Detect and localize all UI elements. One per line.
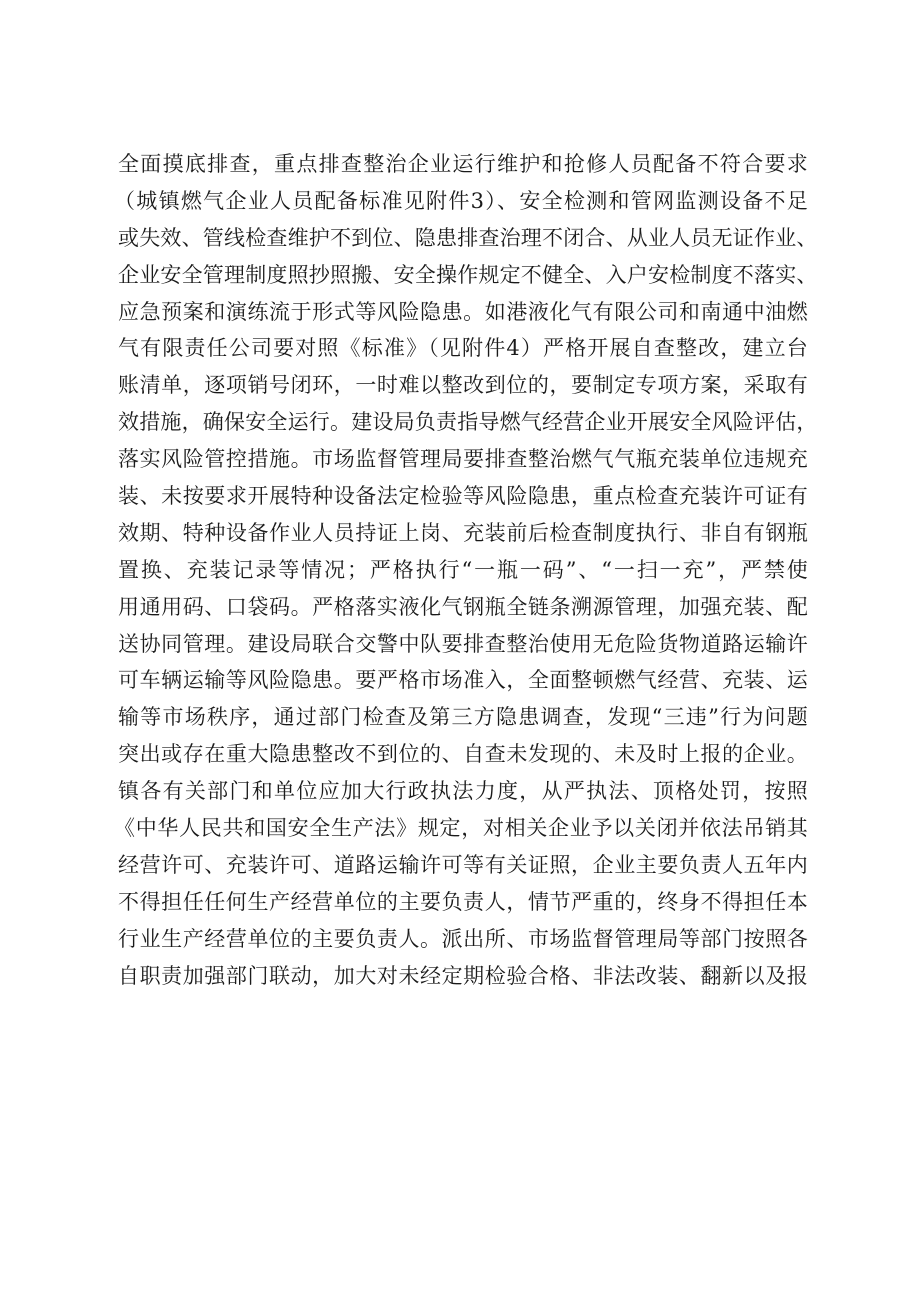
text-line-23: 自职责加强部门联动，加大对未经定期检验合格、非法改装、翻新以及报	[118, 963, 808, 988]
text-line-20: 经营许可、充装许可、道路运输许可等有关证照，企业主要负责人五年内	[118, 852, 808, 877]
text-line-5: 应急预案和演练流于形式等风险隐患。如港液化气有限公司和南通中油燃	[118, 299, 808, 324]
text-line-3: 或失效、管线检查维护不到位、隐患排查治理不闭合、从业人员无证作业、	[118, 225, 818, 250]
text-line-10: 装、未按要求开展特种设备法定检验等风险隐患，重点检查充装许可证有	[118, 484, 808, 509]
text-line-9: 落实风险管控措施。市场监督管理局要排查整治燃气气瓶充装单位违规充	[118, 447, 808, 472]
text-line-17: 突出或存在重大隐患整改不到位的、自查未发现的、未及时上报的企业。	[118, 742, 808, 767]
text-line-16: 输等市场秩序，通过部门检查及第三方隐患调查，发现“三违”行为问题	[118, 705, 808, 730]
text-line-12: 置换、充装记录等情况；严格执行“一瓶一码”、“一扫一充”，严禁使	[118, 557, 808, 582]
text-line-1: 全面摸底排查，重点排查整治企业运行维护和抢修人员配备不符合要求	[118, 152, 808, 176]
body-paragraph	[114, 146, 818, 994]
text-line-14: 送协同管理。建设局联合交警中队要排查整治使用无危险货物道路运输许	[118, 631, 808, 656]
text-line-6: 气有限责任公司要对照《标准》（见附件4）严格开展自查整改，建立台	[118, 336, 808, 361]
text-line-7: 账清单，逐项销号闭环，一时难以整改到位的，要制定专项方案，采取有	[118, 373, 808, 398]
text-line-11: 效期、特种设备作业人员持证上岗、充装前后检查制度执行、非自有钢瓶	[118, 520, 808, 545]
text-line-19: 《中华人民共和国安全生产法》规定，对相关企业予以关闭并依法吊销其	[114, 816, 808, 841]
text-line-18: 镇各有关部门和单位应加大行政执法力度，从严执法、顶格处罚，按照	[118, 779, 808, 804]
text-line-8: 效措施，确保安全运行。建设局负责指导燃气经营企业开展安全风险评估，	[118, 410, 818, 435]
text-line-15: 可车辆运输等风险隐患。要严格市场准入，全面整顿燃气经营、充装、运	[118, 668, 808, 693]
text-line-21: 不得担任任何生产经营单位的主要负责人，情节严重的，终身不得担任本	[118, 889, 808, 914]
text-line-13: 用通用码、口袋码。严格落实液化气钢瓶全链条溯源管理，加强充装、配	[118, 594, 808, 619]
text-line-22: 行业生产经营单位的主要负责人。派出所、市场监督管理局等部门按照各	[118, 926, 808, 951]
text-line-2: （城镇燃气企业人员配备标准见附件3）、安全检测和管网监测设备不足	[114, 188, 808, 213]
text-line-4: 企业安全管理制度照抄照搬、安全操作规定不健全、入户安检制度不落实、	[118, 262, 818, 287]
